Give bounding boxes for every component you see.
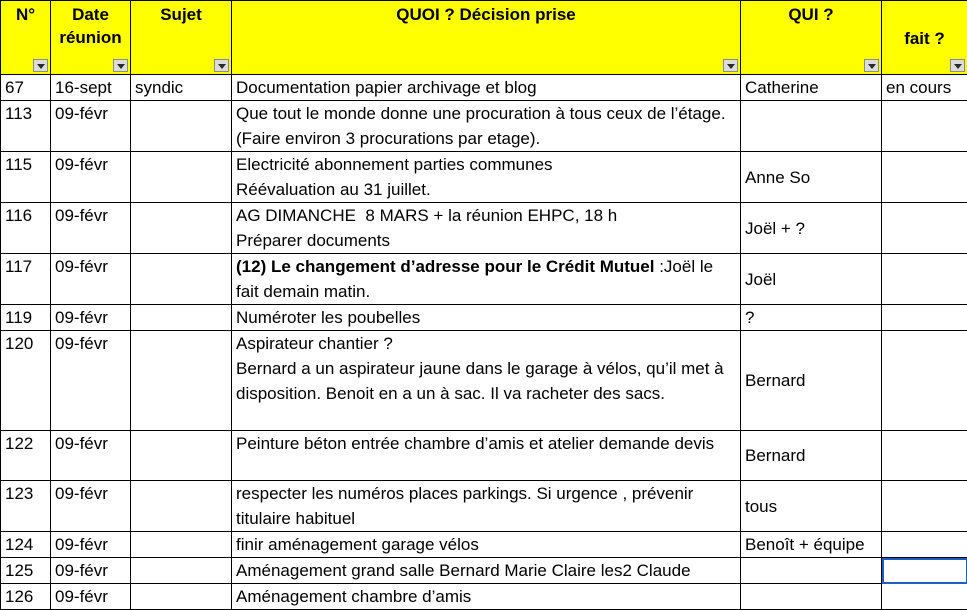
cell-qui[interactable]: Joël + ?	[741, 203, 882, 254]
cell-qui[interactable]	[741, 584, 882, 610]
filter-dropdown-icon[interactable]	[113, 59, 128, 72]
cell-fait[interactable]	[882, 152, 967, 203]
cell-date[interactable]: 09-févr	[51, 305, 131, 331]
table-row	[1, 254, 967, 305]
header-date[interactable]	[51, 1, 131, 75]
cell-qui[interactable]: Bernard	[741, 331, 882, 431]
table-row	[1, 481, 967, 532]
table-row	[1, 431, 967, 481]
cell-sujet[interactable]	[131, 532, 232, 558]
cell-num[interactable]: 113	[1, 101, 51, 152]
cell-sujet[interactable]	[131, 203, 232, 254]
cell-quoi-bold: (12) Le changement d’adresse pour le Crédit Mutuel	[236, 257, 654, 276]
filter-dropdown-icon[interactable]	[723, 59, 738, 72]
cell-quoi[interactable]: Aménagement grand salle Bernard Marie Claire les2 Claude	[232, 558, 741, 584]
table-row	[1, 101, 967, 152]
cell-num[interactable]: 125	[1, 558, 51, 584]
cell-date[interactable]: 09-févr	[51, 101, 131, 152]
table-row	[1, 203, 967, 254]
cell-date[interactable]: 09-févr	[51, 558, 131, 584]
cell-qui[interactable]: Anne So	[741, 152, 882, 203]
cell-num[interactable]: 67	[1, 75, 51, 101]
cell-quoi[interactable]: respecter les numéros places parkings. Si urgence , prévenir titulaire habituel	[232, 481, 741, 532]
cell-quoi[interactable]: Documentation papier archivage et blog	[232, 75, 741, 101]
cell-quoi[interactable]: finir aménagement garage vélos	[232, 532, 741, 558]
header-sujet-label: Sujet	[160, 5, 202, 24]
header-qui[interactable]	[741, 1, 882, 75]
cell-qui[interactable]: Joël	[741, 254, 882, 305]
filter-dropdown-icon[interactable]	[864, 59, 879, 72]
table-row	[1, 558, 967, 584]
cell-num[interactable]: 124	[1, 532, 51, 558]
table-row	[1, 152, 967, 203]
cell-qui[interactable]: ?	[741, 305, 882, 331]
cell-sujet[interactable]: syndic	[131, 75, 232, 101]
cell-quoi[interactable]: Que tout le monde donne une procuration à tous ceux de l’étage. (Faire environ 3 procurations par etage).	[232, 101, 741, 152]
cell-quoi-line: Préparer documents	[236, 228, 736, 253]
header-qui-label: QUI ?	[788, 5, 833, 24]
cell-fait[interactable]	[882, 431, 967, 481]
header-date-label: Date réunion	[59, 5, 121, 47]
header-fait[interactable]	[882, 1, 967, 75]
header-quoi-label: QUOI ? Décision prise	[396, 5, 576, 24]
header-sujet[interactable]	[131, 1, 232, 75]
cell-date[interactable]: 16-sept	[51, 75, 131, 101]
header-num-label: N°	[16, 5, 35, 24]
cell-fait[interactable]	[882, 331, 967, 431]
cell-num[interactable]: 119	[1, 305, 51, 331]
cell-fait[interactable]	[882, 203, 967, 254]
cell-quoi[interactable]	[232, 203, 741, 254]
cell-qui[interactable]: tous	[741, 481, 882, 532]
header-num[interactable]	[1, 1, 51, 75]
cell-num[interactable]: 126	[1, 584, 51, 610]
cell-fait[interactable]	[882, 101, 967, 152]
cell-date[interactable]: 09-févr	[51, 431, 131, 481]
cell-sujet[interactable]	[131, 481, 232, 532]
header-row	[1, 1, 967, 75]
cell-fait[interactable]	[882, 532, 967, 558]
table-row	[1, 75, 967, 101]
cell-sujet[interactable]	[131, 101, 232, 152]
cell-quoi[interactable]	[232, 152, 741, 203]
cell-quoi[interactable]: Aménagement chambre d’amis	[232, 584, 741, 610]
cell-sujet[interactable]	[131, 305, 232, 331]
cell-date[interactable]: 09-févr	[51, 331, 131, 431]
cell-qui[interactable]	[741, 101, 882, 152]
cell-qui[interactable]: Catherine	[741, 75, 882, 101]
cell-num[interactable]: 122	[1, 431, 51, 481]
cell-fait-selected[interactable]	[882, 558, 967, 584]
cell-date[interactable]: 09-févr	[51, 254, 131, 305]
header-fait-label: fait ?	[904, 29, 945, 48]
cell-quoi-line: Aspirateur chantier ?	[236, 331, 736, 356]
cell-num[interactable]: 123	[1, 481, 51, 532]
cell-fait[interactable]	[882, 305, 967, 331]
cell-date[interactable]: 09-févr	[51, 203, 131, 254]
cell-quoi-line: AG DIMANCHE 8 MARS + la réunion EHPC, 18 h	[236, 203, 736, 228]
cell-quoi-line: Electricité abonnement parties communes	[236, 152, 736, 177]
cell-num[interactable]: 117	[1, 254, 51, 305]
filter-dropdown-icon[interactable]	[33, 59, 48, 72]
table-row	[1, 331, 967, 431]
cell-fait[interactable]	[882, 254, 967, 305]
cell-quoi[interactable]	[232, 331, 741, 431]
cell-quoi[interactable]: Numéroter les poubelles	[232, 305, 741, 331]
cell-sujet[interactable]	[131, 331, 232, 431]
cell-num[interactable]: 116	[1, 203, 51, 254]
cell-sujet[interactable]	[131, 254, 232, 305]
cell-date[interactable]: 09-févr	[51, 532, 131, 558]
cell-fait[interactable]	[882, 584, 967, 610]
cell-num[interactable]: 115	[1, 152, 51, 203]
cell-qui[interactable]: Bernard	[741, 431, 882, 481]
filter-dropdown-icon[interactable]	[950, 59, 965, 72]
cell-sujet[interactable]	[131, 431, 232, 481]
cell-quoi-line: Réévaluation au 31 juillet.	[236, 177, 736, 202]
cell-fait[interactable]	[882, 481, 967, 532]
table-row	[1, 305, 967, 331]
cell-quoi[interactable]: Peinture béton entrée chambre d’amis et atelier demande devis	[232, 431, 741, 481]
cell-date[interactable]: 09-févr	[51, 152, 131, 203]
cell-sujet[interactable]	[131, 584, 232, 610]
cell-quoi[interactable]	[232, 254, 741, 305]
cell-date[interactable]: 09-févr	[51, 481, 131, 532]
cell-quoi-rest: :Joël le fait demain matin.	[236, 257, 713, 301]
cell-fait[interactable]: en cours	[882, 75, 967, 101]
cell-num[interactable]: 120	[1, 331, 51, 431]
cell-date[interactable]: 09-févr	[51, 584, 131, 610]
cell-qui[interactable]: Benoît + équipe	[741, 532, 882, 558]
cell-qui[interactable]	[741, 558, 882, 584]
table-row	[1, 584, 967, 610]
cell-sujet[interactable]	[131, 152, 232, 203]
cell-sujet[interactable]	[131, 558, 232, 584]
header-quoi[interactable]	[232, 1, 741, 75]
table-row	[1, 532, 967, 558]
filter-dropdown-icon[interactable]	[214, 59, 229, 72]
cell-quoi-line: Bernard a un aspirateur jaune dans le garage à vélos, qu’il met à disposition. Benoit en a un à sac. Il va racheter des sacs.	[236, 356, 736, 406]
